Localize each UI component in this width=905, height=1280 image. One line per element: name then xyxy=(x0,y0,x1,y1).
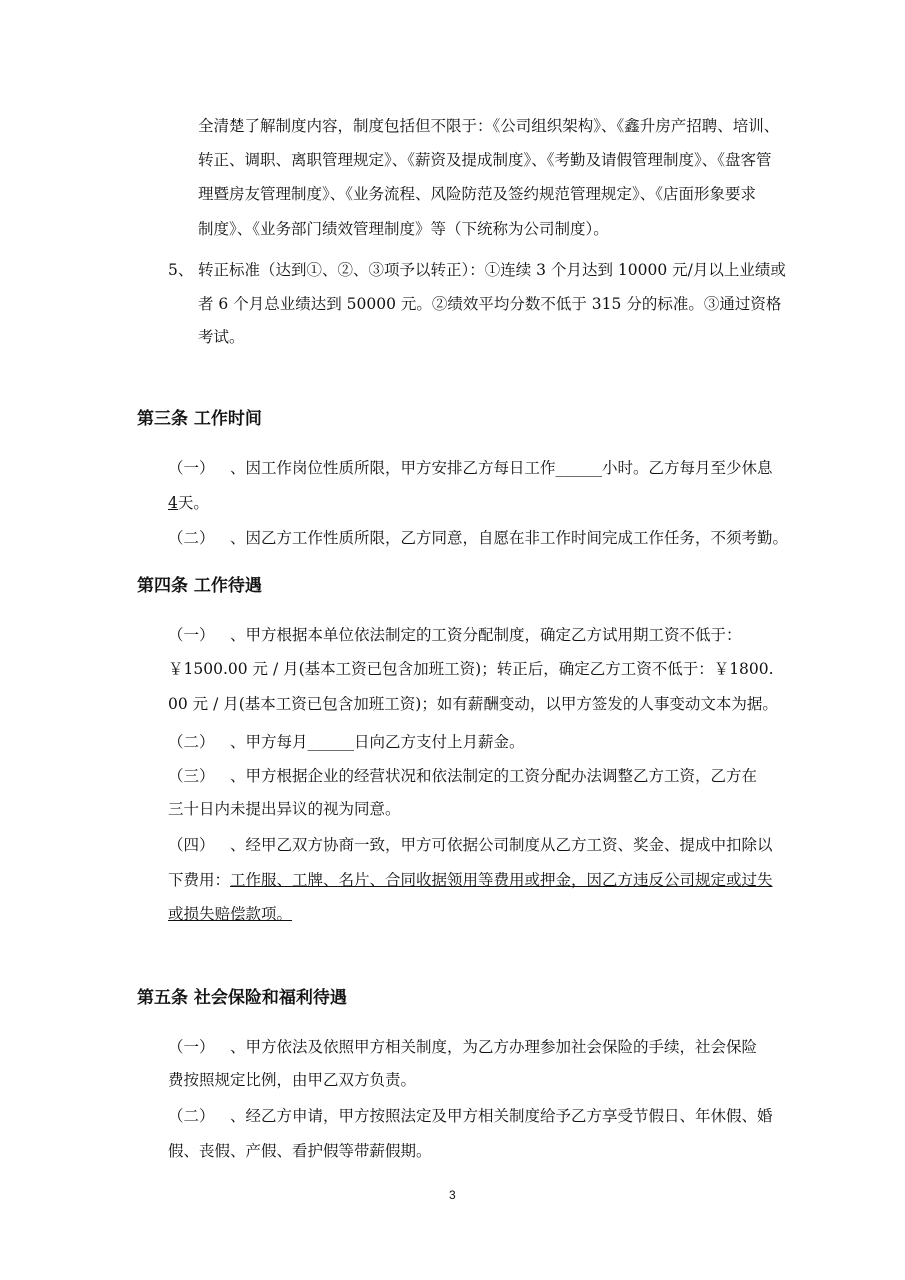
text-line: 、甲方根据企业的经营状况和依法制定的工资分配办法调整乙方工资，乙方在 xyxy=(230,767,758,785)
list-number: 5、 xyxy=(168,261,194,279)
text-line: ￥1500.00 元 / 月(基本工资已包含加班工资)；转正后，确定乙方工资不低于：￥1800. xyxy=(168,660,774,678)
text-line: 转正、调职、离职管理规定》、《薪资及提成制度》、《考勤及请假管理制度》、《盘客管 xyxy=(198,151,772,169)
text-line xyxy=(168,493,209,513)
days-value: 4 xyxy=(168,494,178,512)
section-heading: 第四条 工作待遇 xyxy=(137,576,262,596)
section-heading: 第五条 社会保险和福利待遇 xyxy=(137,988,347,1008)
text-line: 理暨房友管理制度》、《业务流程、风险防范及签约规范管理规定》、《店面形象要求 xyxy=(198,185,757,203)
section-heading: 第三条 工作时间 xyxy=(137,409,262,429)
text-line: 、经乙方申请，甲方按照法定及甲方相关制度给予乙方享受节假日、年休假、婚 xyxy=(230,1107,773,1125)
clause-tag: （二） xyxy=(168,733,215,751)
underlined-text: 工作服、工牌、名片、合同收据领用等费用或押金，因乙方违反公司规定或过失 xyxy=(230,871,773,889)
text-line: 、甲方每月______日向乙方支付上月薪金。 xyxy=(230,733,525,751)
clause-tag: （二） xyxy=(168,529,215,547)
text-line: 00 元 / 月(基本工资已包含加班工资)；如有薪酬变动，以甲方签发的人事变动文本为据。 xyxy=(168,695,778,713)
underlined-text: 或损失赔偿款项。 xyxy=(168,905,293,923)
text-line: 者 6 个月总业绩达到 50000 元。②绩效平均分数不低于 315 分的标准。③通过资格 xyxy=(198,295,782,313)
text-line: 、因工作岗位性质所限，甲方安排乙方每日工作______小时。乙方每月至少休息 xyxy=(230,459,773,477)
text-line: 考试。 xyxy=(198,328,245,346)
text-fragment: 下费用： xyxy=(168,871,231,889)
clause-tag: （一） xyxy=(168,459,215,477)
text-line xyxy=(168,870,773,890)
text-line: 假、丧假、产假、看护假等带薪假期。 xyxy=(168,1142,432,1160)
text-line: 、经甲乙双方协商一致，甲方可依据公司制度从乙方工资、奖金、提成中扣除以 xyxy=(230,836,773,854)
text-line: 制度》、《业务部门绩效管理制度》等（下统称为公司制度）。 xyxy=(198,220,609,238)
text-line: 费按照规定比例，由甲乙双方负责。 xyxy=(168,1071,417,1089)
page-number: 3 xyxy=(449,1188,456,1202)
text-line: 全清楚了解制度内容，制度包括但不限于：《公司组织架构》、《鑫升房产招聘、培训、 xyxy=(198,117,780,135)
text-fragment: 天。 xyxy=(177,494,209,512)
clause-tag: （四） xyxy=(168,836,215,854)
clause-tag: （二） xyxy=(168,1107,215,1125)
text-line: 、甲方依法及依照甲方相关制度，为乙方办理参加社会保险的手续，社会保险 xyxy=(230,1038,758,1056)
text-line: 三十日内未提出异议的视为同意。 xyxy=(168,800,401,818)
clause-tag: （一） xyxy=(168,626,215,644)
clause-tag: （三） xyxy=(168,767,215,785)
text-line: 转正标准（达到①、②、③项予以转正）：①连续 3 个月达到 10000 元/月以上业绩或 xyxy=(198,261,786,279)
text-line: 、因乙方工作性质所限，乙方同意，自愿在非工作时间完成工作任务，不须考勤。 xyxy=(230,529,789,547)
text-line: 、甲方根据本单位依法制定的工资分配制度，确定乙方试用期工资不低于： xyxy=(230,626,742,644)
clause-tag: （一） xyxy=(168,1038,215,1056)
